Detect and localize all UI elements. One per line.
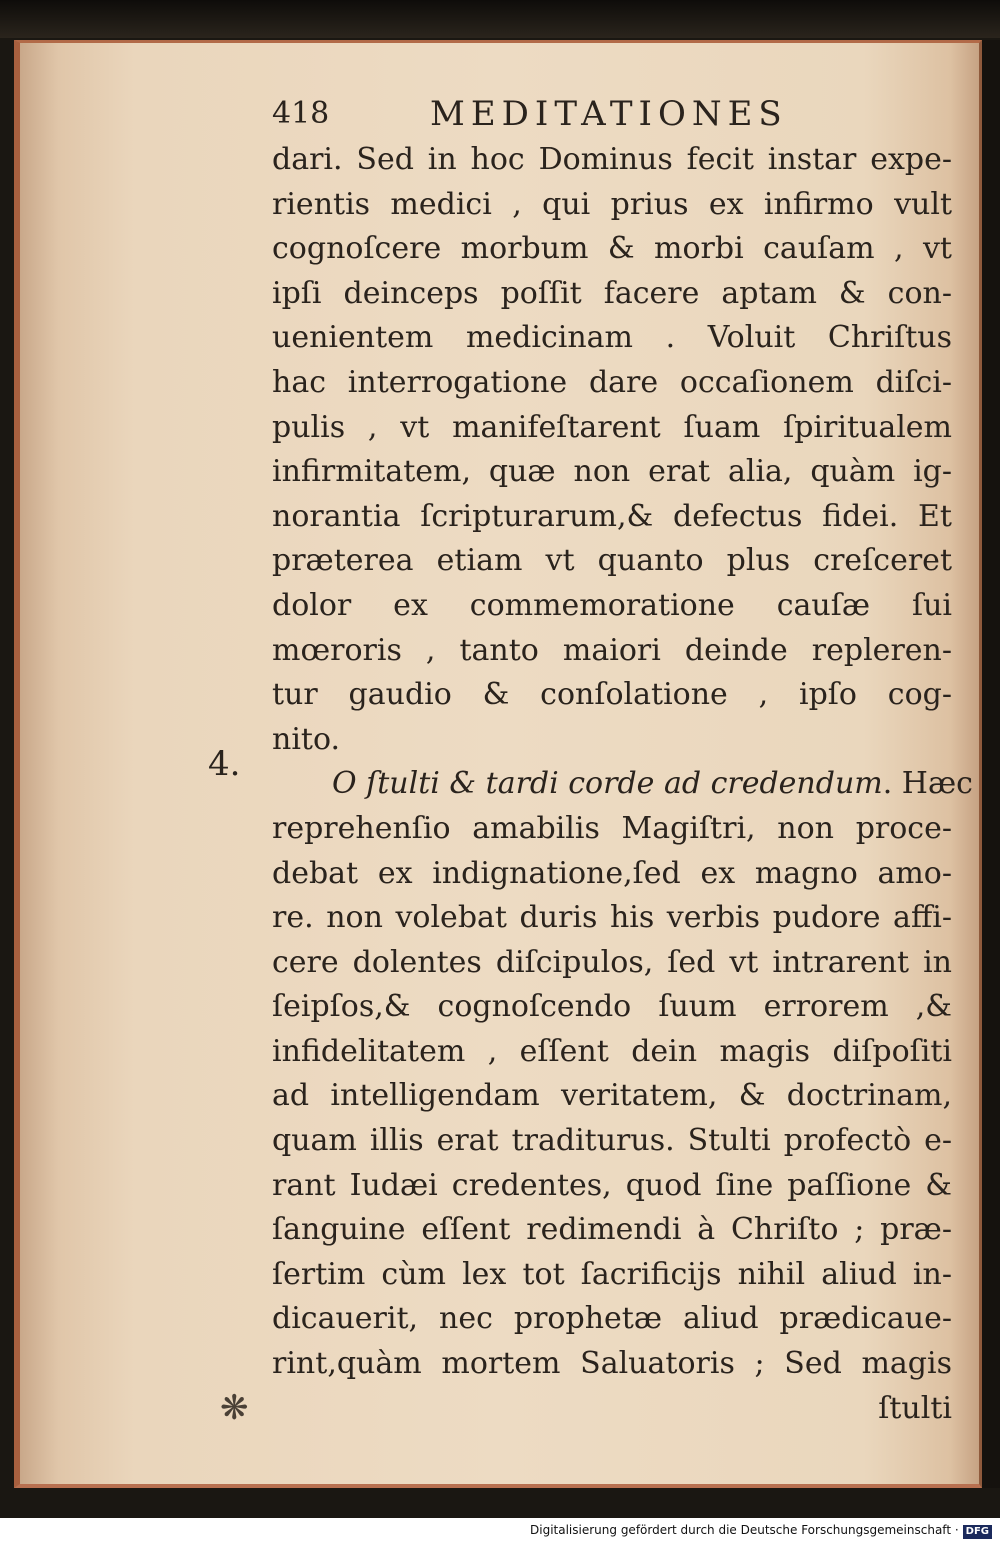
text-line: norantia ſcripturarum,& defectus fidei. Et <box>272 498 952 534</box>
scan-right-border <box>982 40 1000 1488</box>
text-line: cere dolentes diſcipulos, ſed vt intrarent in <box>272 944 952 980</box>
scan-bottom-border <box>0 1488 1000 1518</box>
text-line-lemma <box>272 762 973 807</box>
text-line: tur gaudio & conſolatione , ipſo cog- <box>272 677 952 713</box>
catchword: ſtulti <box>878 1390 952 1426</box>
text-line: præterea etiam vt quanto plus creſceret <box>272 543 952 579</box>
text-line: nito. <box>272 721 341 757</box>
page-number: 418 <box>272 96 330 131</box>
credit-text: Digitalisierung gefördert durch die Deutsche Forschungsgemeinschaft · <box>530 1523 959 1537</box>
lemma-quote: O ſtulti & tardi corde ad credendum <box>332 766 883 802</box>
text-line: rientis medici , qui prius ex infirmo vult <box>272 186 952 222</box>
text-line: uenientem medicinam . Voluit Chriſtus <box>272 320 952 356</box>
ornament-icon: ❋ <box>220 1388 249 1428</box>
text-line: pulis , vt manifeſtarent ſuam ſpiritualem <box>272 409 952 445</box>
lemma-rest: . Hæc <box>882 766 973 802</box>
text-line: reprehenſio amabilis Magiſtri, non proce- <box>272 810 952 846</box>
text-line: ad intelligendam veritatem, & doctrinam, <box>272 1078 952 1114</box>
dfg-logo-icon: DFG <box>963 1525 992 1539</box>
paragraph-number: 4. <box>208 744 241 784</box>
text-line: re. non volebat duris his verbis pudore affi- <box>272 900 952 936</box>
digitization-credit <box>0 1520 992 1541</box>
text-line: ſanguine eſſent redimendi à Chriſto ; præ- <box>272 1212 952 1248</box>
text-line: cognoſcere morbum & morbi cauſam , vt <box>272 231 952 267</box>
text-line: rint,quàm mortem Saluatoris ; Sed magis <box>272 1346 952 1382</box>
text-line: ſertim cùm lex tot ſacrificijs nihil aliud in- <box>272 1256 952 1292</box>
text-line: dicauerit, nec prophetæ aliud prædicaue- <box>272 1301 952 1337</box>
running-head: MEDITATIONES <box>430 94 788 134</box>
text-line: quam illis erat traditurus. Stulti profectò e- <box>272 1123 952 1159</box>
body-text <box>272 138 973 1431</box>
text-line: infirmitatem, quæ non erat alia, quàm ig- <box>272 454 952 490</box>
text-line: infidelitatem , eſſent dein magis diſpoſiti <box>272 1033 952 1069</box>
text-line: dari. Sed in hoc Dominus fecit instar expe- <box>272 142 952 177</box>
scan-top-border <box>0 0 1000 38</box>
text-line: dolor ex commemoratione cauſæ ſui <box>272 587 952 623</box>
text-line: ſeipſos,& cognoſcendo ſuum errorem ,& <box>272 989 952 1025</box>
text-line: ipſi deinceps poſſit facere aptam & con- <box>272 275 952 311</box>
text-line: rant Iudæi credentes, quod ſine paſſione & <box>272 1167 952 1203</box>
text-line: hac interrogatione dare occaſionem diſci- <box>272 364 952 400</box>
text-line: mœroris , tanto maiori deinde repleren- <box>272 632 952 668</box>
text-line: debat ex indignatione,ſed ex magno amo- <box>272 855 952 891</box>
